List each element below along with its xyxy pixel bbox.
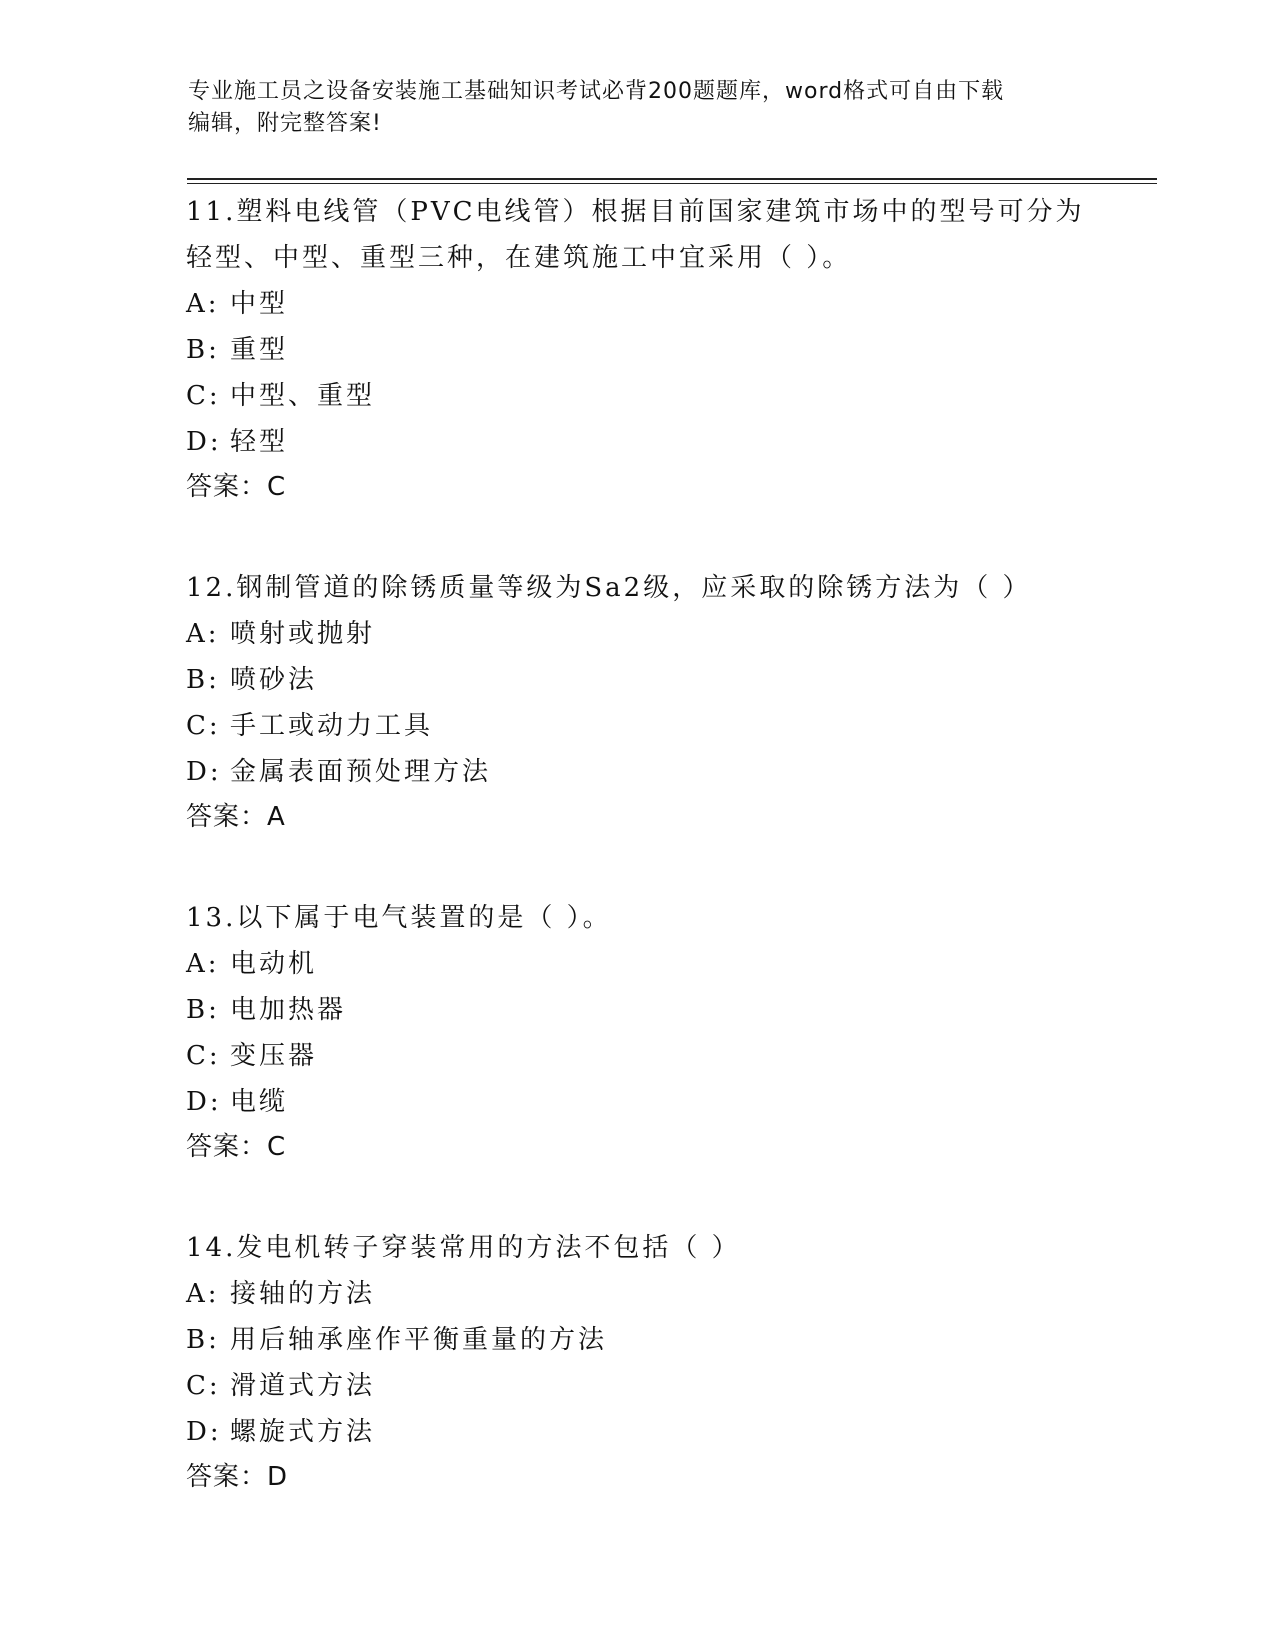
header-divider-thin (187, 183, 1157, 184)
option-d (186, 419, 1086, 465)
option-b (186, 1317, 1086, 1363)
document-header (188, 76, 1068, 140)
option-text: 中型、重型 (230, 381, 376, 411)
option-d (186, 1079, 1086, 1125)
option-c (186, 1033, 1086, 1079)
option-text: 滑道式方法 (230, 1371, 376, 1401)
option-a (186, 1271, 1086, 1317)
option-text: 电缆 (230, 1087, 289, 1117)
option-text: 变压器 (230, 1041, 318, 1071)
option-key: C: (186, 1041, 221, 1071)
option-d (186, 749, 1086, 795)
answer-line: 答案：D (186, 1462, 289, 1492)
option-a (186, 941, 1086, 987)
option-key: D: (186, 1417, 222, 1447)
question-stem-line: 轻型、中型、重型三种，在建筑施工中宜采用（ ）。 (186, 243, 852, 273)
option-a (186, 611, 1086, 657)
option-text: 重型 (230, 335, 289, 365)
option-text: 接轴的方法 (230, 1279, 376, 1309)
option-key: A: (186, 289, 220, 319)
question-stem-line: 12.钢制管道的除锈质量等级为Sa2级，应采取的除锈方法为（ ） (186, 573, 1032, 603)
option-c (186, 703, 1086, 749)
option-key: C: (186, 1371, 221, 1401)
option-key: C: (186, 711, 221, 741)
option-text: 用后轴承座作平衡重量的方法 (230, 1325, 608, 1355)
option-text: 电动机 (230, 949, 318, 979)
option-text: 电加热器 (230, 995, 347, 1025)
option-text: 中型 (230, 289, 289, 319)
option-key: B: (186, 665, 220, 695)
question-stem-line: 14.发电机转子穿装常用的方法不包括（ ） (186, 1233, 741, 1263)
option-text: 喷砂法 (230, 665, 318, 695)
option-key: D: (186, 427, 222, 457)
question-14 (186, 1225, 1086, 1499)
option-key: A: (186, 949, 220, 979)
option-key: B: (186, 995, 220, 1025)
header-line-2: 编辑，附完整答案! (188, 111, 382, 136)
question-stem-line: 13.以下属于电气装置的是（ ）。 (186, 903, 612, 933)
option-text: 金属表面预处理方法 (230, 757, 492, 787)
option-key: D: (186, 757, 222, 787)
answer-line: 答案：C (186, 1132, 287, 1162)
option-key: A: (186, 1279, 220, 1309)
option-c (186, 1363, 1086, 1409)
question-12 (186, 565, 1086, 839)
option-text: 螺旋式方法 (230, 1417, 376, 1447)
option-text: 手工或动力工具 (230, 711, 434, 741)
option-text: 喷射或抛射 (230, 619, 376, 649)
question-list (186, 189, 1086, 1555)
option-b (186, 987, 1086, 1033)
question-13 (186, 895, 1086, 1169)
option-key: D: (186, 1087, 222, 1117)
option-key: C: (186, 381, 221, 411)
answer-line: 答案：C (186, 472, 287, 502)
answer-line: 答案：A (186, 802, 286, 832)
option-c (186, 373, 1086, 419)
option-a (186, 281, 1086, 327)
option-d (186, 1409, 1086, 1455)
header-divider-thick (187, 178, 1157, 180)
option-key: A: (186, 619, 220, 649)
option-text: 轻型 (230, 427, 289, 457)
question-11 (186, 189, 1086, 509)
option-key: B: (186, 335, 220, 365)
option-key: B: (186, 1325, 220, 1355)
option-b (186, 327, 1086, 373)
header-line-1: 专业施工员之设备安装施工基础知识考试必背200题题库，word格式可自由下载 (188, 79, 1005, 104)
question-stem-line: 11.塑料电线管（PVC电线管）根据目前国家建筑市场中的型号可分为 (186, 197, 1085, 227)
option-b (186, 657, 1086, 703)
